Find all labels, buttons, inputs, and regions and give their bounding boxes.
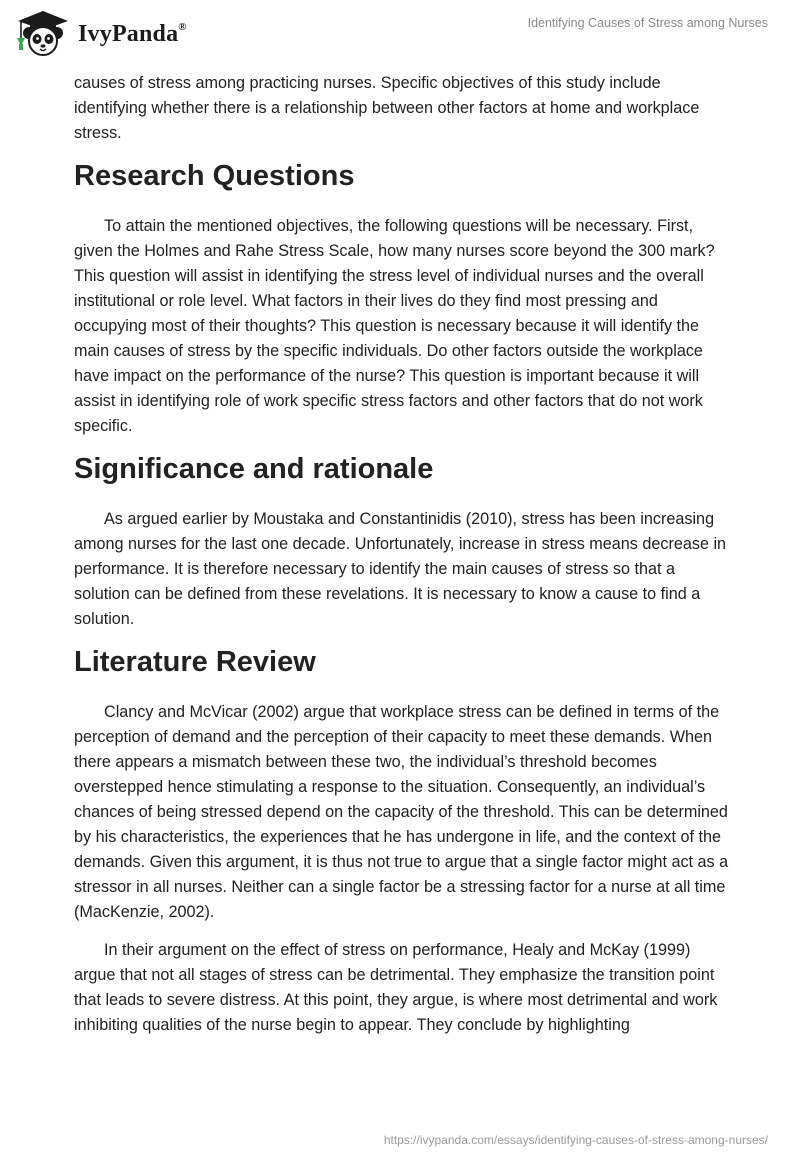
document-body xyxy=(74,71,734,1051)
paragraph-literature-review-1: Clancy and McVicar (2002) argue that workplace stress can be defined in terms of the perception of demand and the perception of their capacity to meet these demands. When there appears a mismatch between these two, the individual’s threshold becomes overstepped hence stimulating a response to the situation. Consequently, an individual’s chances of being stressed depend on the capacity of the threshold. This can be determined by his characteristics, the experiences that he has undergone in life, and the context of the demands. Given this argument, it is thus not true to argue that a single factor might act as a stressor in all nurses. Neither can a single factor be a stressing factor for a nurse at all time (MacKenzie, 2002). xyxy=(74,703,729,921)
heading-literature-review: Literature Review xyxy=(74,646,316,678)
paragraph-research-questions: To attain the mentioned objectives, the following questions will be necessary. First, given the Holmes and Rahe Stress Scale, how many nurses score beyond the 300 mark? This question will assist in identifying the stress level of individual nurses and the overall institutional or role level. What factors in their lives do they find most pressing and occupying most of their thoughts? This question is necessary because it will identify the main causes of stress by the specific individuals. Do other factors outside the workplace have impact on the performance of the nurse? This question is important because it will assist in identifying role of work specific stress factors and other factors that do not work specific. xyxy=(74,217,715,435)
heading-research-questions: Research Questions xyxy=(74,160,355,192)
intro-paragraph: causes of stress among practicing nurses. Specific objectives of this study include identifying whether there is a relationship between other factors at home and workplace stress. xyxy=(74,74,700,142)
brand-name: IvyPanda® xyxy=(78,20,187,47)
ivypanda-logo[interactable] xyxy=(14,8,187,58)
running-title: Identifying Causes of Stress among Nurses xyxy=(527,16,768,30)
heading-significance: Significance and rationale xyxy=(74,453,434,485)
page-header xyxy=(0,0,800,72)
panda-graduate-icon xyxy=(14,8,72,58)
source-url[interactable]: https://ivypanda.com/essays/identifying-causes-of-stress-among-nurses/ xyxy=(383,1133,768,1147)
paragraph-literature-review-2: In their argument on the effect of stress on performance, Healy and McKay (1999) argue that not all stages of stress can be detrimental. They emphasize the transition point that leads to severe distress. At this point, they argue, is where most detrimental and work inhibiting qualities of the nurse begin to appear. They conclude by highlighting xyxy=(74,941,718,1034)
paragraph-significance: As argued earlier by Moustaka and Constantinidis (2010), stress has been increasing among nurses for the last one decade. Unfortunately, increase in stress means decrease in performance. It is therefore necessary to identify the main causes of stress so that a solution can be defined from these revelations. It is necessary to know a cause to find a solution. xyxy=(74,510,727,628)
